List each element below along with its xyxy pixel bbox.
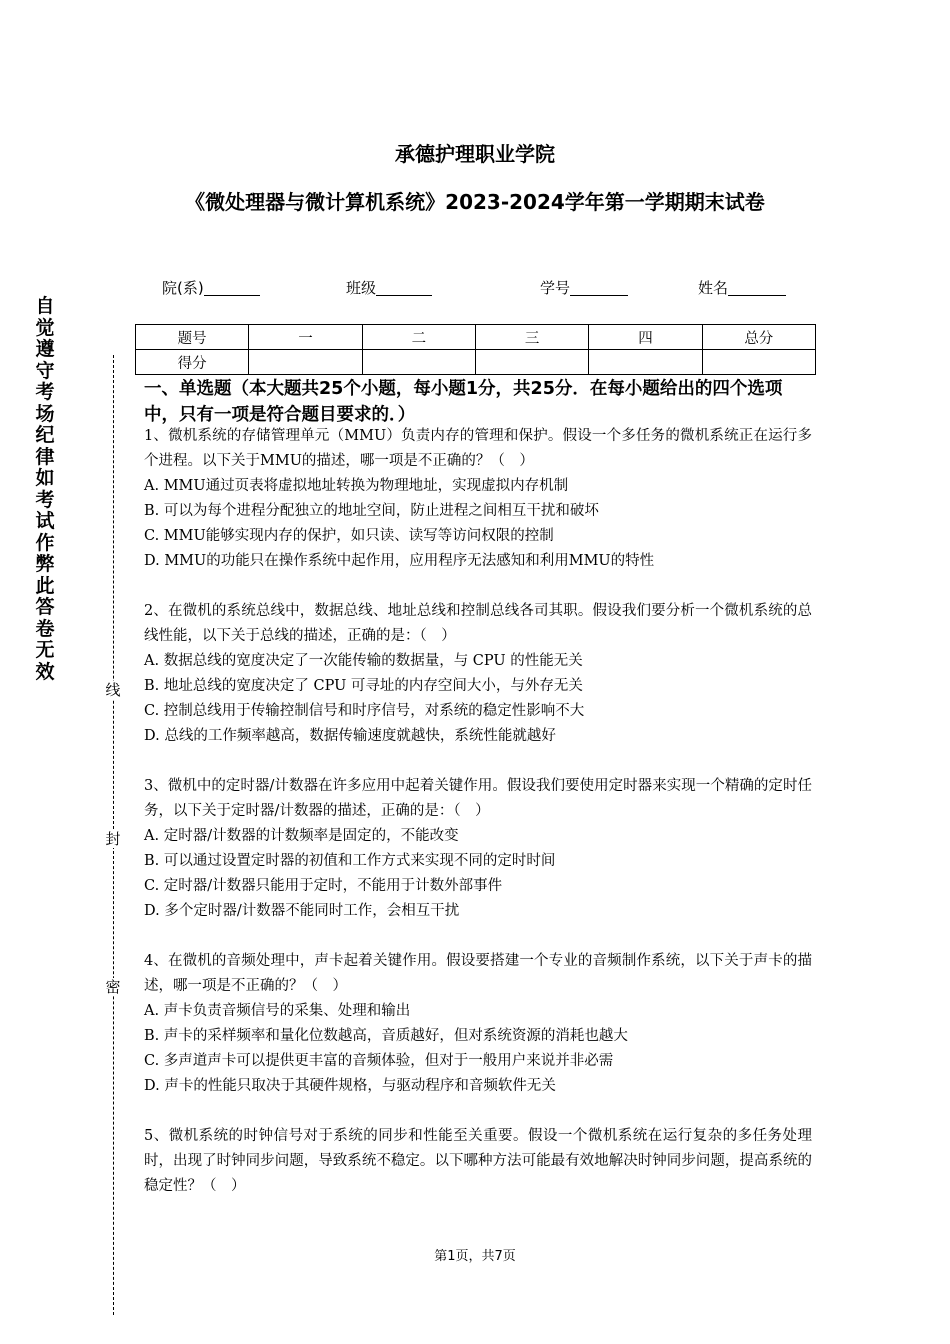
option-b: B. 可以为每个进程分配独立的地址空间，防止进程之间相互干扰和破坏 xyxy=(144,503,599,519)
option-c: C. 定时器/计数器只能用于定时，不能用于计数外部事件 xyxy=(144,878,503,894)
option-c: C. 控制总线用于传输控制信号和时序信号，对系统的稳定性影响不大 xyxy=(144,703,585,719)
question-stem: 4、在微机的音频处理中，声卡起着关键作用。假设要搭建一个专业的音频制作系统，以下关于声卡的描述，哪一项是不正确的？（ ） xyxy=(144,953,812,994)
info-student-id xyxy=(540,277,628,298)
info-class-label: 班级 xyxy=(346,279,377,297)
question-stem: 1、微机系统的存储管理单元（MMU）负责内存的管理和保护。假设一个多任务的微机系统正在运行多个进程。以下关于MMU的描述，哪一项是不正确的？（ ） xyxy=(144,428,812,469)
score-header-cell: 题号 xyxy=(136,325,249,350)
option-d: D. MMU的功能只在操作系统中起作用，应用程序无法感知和利用MMU的特性 xyxy=(144,553,655,569)
question-gap xyxy=(144,574,812,599)
question-stem: 2、在微机的系统总线中，数据总线、地址总线和控制总线各司其职。假设我们要分析一个微机系统的总线性能，以下关于总线的描述，正确的是：（ ） xyxy=(144,603,812,644)
option-d: D. 多个定时器/计数器不能同时工作，会相互干扰 xyxy=(144,903,460,919)
option-d: D. 声卡的性能只取决于其硬件规格，与驱动程序和音频软件无关 xyxy=(144,1078,556,1094)
info-name xyxy=(698,277,786,298)
info-department-label: 院(系) xyxy=(162,279,204,297)
option-a: A. MMU通过页表将虚拟地址转换为物理地址，实现虚拟内存机制 xyxy=(144,478,569,494)
question-item xyxy=(144,599,812,749)
option-b: B. 地址总线的宽度决定了 CPU 可寻址的内存空间大小，与外存无关 xyxy=(144,678,583,694)
option-c: C. MMU能够实现内存的保护，如只读、读写等访问权限的控制 xyxy=(144,528,554,544)
option-c: C. 多声道声卡可以提供更丰富的音频体验，但对于一般用户来说并非必需 xyxy=(144,1053,614,1069)
question-gap xyxy=(144,1099,812,1124)
info-name-label: 姓名 xyxy=(698,279,729,297)
page-footer: 第1页，共7页 xyxy=(434,1249,516,1264)
score-cell[interactable] xyxy=(249,350,362,375)
question-gap xyxy=(144,924,812,949)
section-heading: 一、单选题（本大题共25个小题，每小题1分，共25分．在每小题给出的四个选项中，只有一项是符合题目要求的．） xyxy=(144,379,783,425)
score-row-label: 得分 xyxy=(136,350,249,375)
binding-mark-xian: 线 xyxy=(105,681,121,699)
question-item xyxy=(144,949,812,1099)
question-item xyxy=(144,1124,812,1199)
score-cell[interactable] xyxy=(589,350,702,375)
option-b: B. 可以通过设置定时器的初值和工作方式来实现不同的定时时间 xyxy=(144,853,556,869)
name-blank[interactable] xyxy=(728,280,786,296)
question-stem: 5、微机系统的时钟信号对于系统的同步和性能至关重要。假设一个微机系统在运行复杂的多任务处理时，出现了时钟同步问题，导致系统不稳定。以下哪种方法可能最有效地解决时钟同步问题，提高系统的稳定性？（ ） xyxy=(144,1128,812,1194)
score-table-header-row xyxy=(136,325,816,350)
department-blank[interactable] xyxy=(204,280,260,296)
question-item xyxy=(144,424,812,574)
score-table-score-row xyxy=(136,350,816,375)
score-header-cell: 总分 xyxy=(702,325,815,350)
class-blank[interactable] xyxy=(376,280,432,296)
question-stem: 3、微机中的定时器/计数器在许多应用中起着关键作用。假设我们要使用定时器来实现一个精确的定时任务，以下关于定时器/计数器的描述，正确的是：（ ） xyxy=(144,778,812,819)
score-header-cell: 四 xyxy=(589,325,702,350)
exam-title: 《微处理器与微计算机系统》2023-2024学年第一学期期末试卷 xyxy=(185,190,765,214)
option-a: A. 定时器/计数器的计数频率是固定的，不能改变 xyxy=(144,828,459,844)
score-cell[interactable] xyxy=(702,350,815,375)
score-table xyxy=(135,324,816,375)
score-header-cell: 一 xyxy=(249,325,362,350)
binding-mark-feng: 封 xyxy=(105,830,121,848)
question-gap xyxy=(144,749,812,774)
option-d: D. 总线的工作频率越高，数据传输速度就越快，系统性能就越好 xyxy=(144,728,556,744)
score-cell[interactable] xyxy=(362,350,475,375)
side-notice: 自觉遵守考场纪律如考试作弊此答卷无效 xyxy=(35,295,55,683)
option-b: B. 声卡的采样频率和量化位数越高，音质越好，但对系统资源的消耗也越大 xyxy=(144,1028,628,1044)
info-class xyxy=(346,277,432,298)
student-id-blank[interactable] xyxy=(570,280,628,296)
score-cell[interactable] xyxy=(475,350,588,375)
question-list xyxy=(144,424,812,1199)
option-a: A. 数据总线的宽度决定了一次能传输的数据量，与 CPU 的性能无关 xyxy=(144,653,583,669)
binding-mark-mi: 密 xyxy=(105,978,121,996)
option-a: A. 声卡负责音频信号的采集、处理和输出 xyxy=(144,1003,411,1019)
score-header-cell: 二 xyxy=(362,325,475,350)
school-title: 承德护理职业学院 xyxy=(395,142,555,166)
question-item xyxy=(144,774,812,924)
score-header-cell: 三 xyxy=(475,325,588,350)
info-department xyxy=(162,277,260,298)
info-student-id-label: 学号 xyxy=(540,279,571,297)
